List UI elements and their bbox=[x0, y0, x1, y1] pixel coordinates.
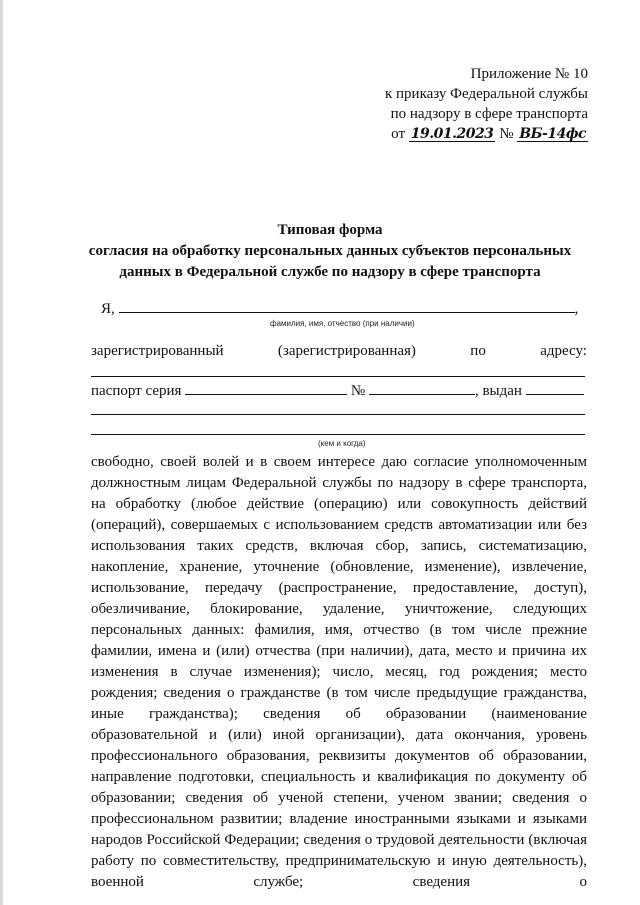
consent-body-text: свободно, своей волей и в своем интересе даю согласие уполномоченным должностным лицам Федеральной службы по надзору в сфере транспорта, на обработку (любое действие (операцию) или совокупность действий (операций), совершаемых с использованием средств автоматизации или без использования таких средств, включая сбор, запись, систематизацию, накопление, хранение, уточнение (обновление, изменение), извлечение, использование, передачу (распространение, предоставление, доступ), обезличивание, блокирование, удаление, уничтожение, следующих персональных данных: фамилия, имя, отчество (в том числе прежние фамилии, имена и (или) отчества (при наличии), дата, место и причина их изменения в случае изменения); число, месяц, год рождения; место рождения; сведения о гражданстве (в том числе предыдущие гражданства, иные гражданства); сведения об образовании (наименование образовательной и (или) иной организации), дата окончания, уровень профессионального образования, реквизиты документов об образовании, направление подготовки, специальность и квалификация по документу об образовании; сведения об ученой степени, ученом звании; сведения о профессиональном развитии; владение иностранными языками и языками народов Российской Федерации; сведения о трудовой деятельности (включая работу по совместительству, предпринимательскую и иную деятельность), военной службе; сведения о bbox=[91, 454, 587, 890]
appendix-block bbox=[385, 64, 588, 144]
handwritten-number: ВБ-14фс bbox=[519, 126, 586, 142]
passport-line bbox=[91, 382, 585, 400]
number-label: № bbox=[499, 126, 514, 142]
passport-number-label: № bbox=[350, 383, 366, 399]
issued-field[interactable] bbox=[526, 382, 584, 395]
appendix-line-2: к приказу Федеральной службы bbox=[384, 86, 588, 102]
i-label: Я, bbox=[101, 301, 115, 317]
from-label: от bbox=[391, 126, 405, 142]
scan-edge bbox=[0, 0, 3, 905]
passport-number-field[interactable] bbox=[369, 382, 475, 395]
title-line-2: согласия на обработку персональных данных субъектов персональных bbox=[88, 243, 572, 259]
order-date-row bbox=[385, 124, 588, 144]
passport-series-field[interactable] bbox=[185, 382, 347, 395]
issued-hint: (кем и когда) bbox=[318, 439, 366, 448]
title-line-1: Типовая форма bbox=[277, 222, 383, 238]
registration-row bbox=[91, 343, 587, 360]
passport-series-label: паспорт серия bbox=[91, 383, 182, 399]
address-label: адресу: bbox=[540, 343, 587, 359]
handwritten-date: 19.01.2023 bbox=[410, 126, 494, 142]
registered-f-label: (зарегистрированная) bbox=[277, 343, 416, 359]
title-line-3: данных в Федеральной службе по надзору в сфере транспорта bbox=[119, 264, 541, 280]
name-comma: , bbox=[574, 301, 579, 317]
issued-by-field-2[interactable] bbox=[91, 434, 585, 435]
appendix-line-3: по надзору в сфере транспорта bbox=[390, 106, 588, 122]
address-field[interactable] bbox=[91, 376, 585, 377]
name-hint: фамилия, имя, отчество (при наличии) bbox=[270, 319, 415, 328]
issued-by-field-1[interactable] bbox=[91, 414, 585, 415]
issued-label: , выдан bbox=[474, 383, 522, 399]
name-field[interactable] bbox=[119, 300, 575, 313]
name-line bbox=[91, 300, 585, 318]
document-title bbox=[60, 220, 600, 283]
registered-label: зарегистрированный bbox=[91, 343, 224, 359]
appendix-line-1: Приложение № 10 bbox=[470, 66, 588, 82]
at-label: по bbox=[470, 343, 486, 359]
